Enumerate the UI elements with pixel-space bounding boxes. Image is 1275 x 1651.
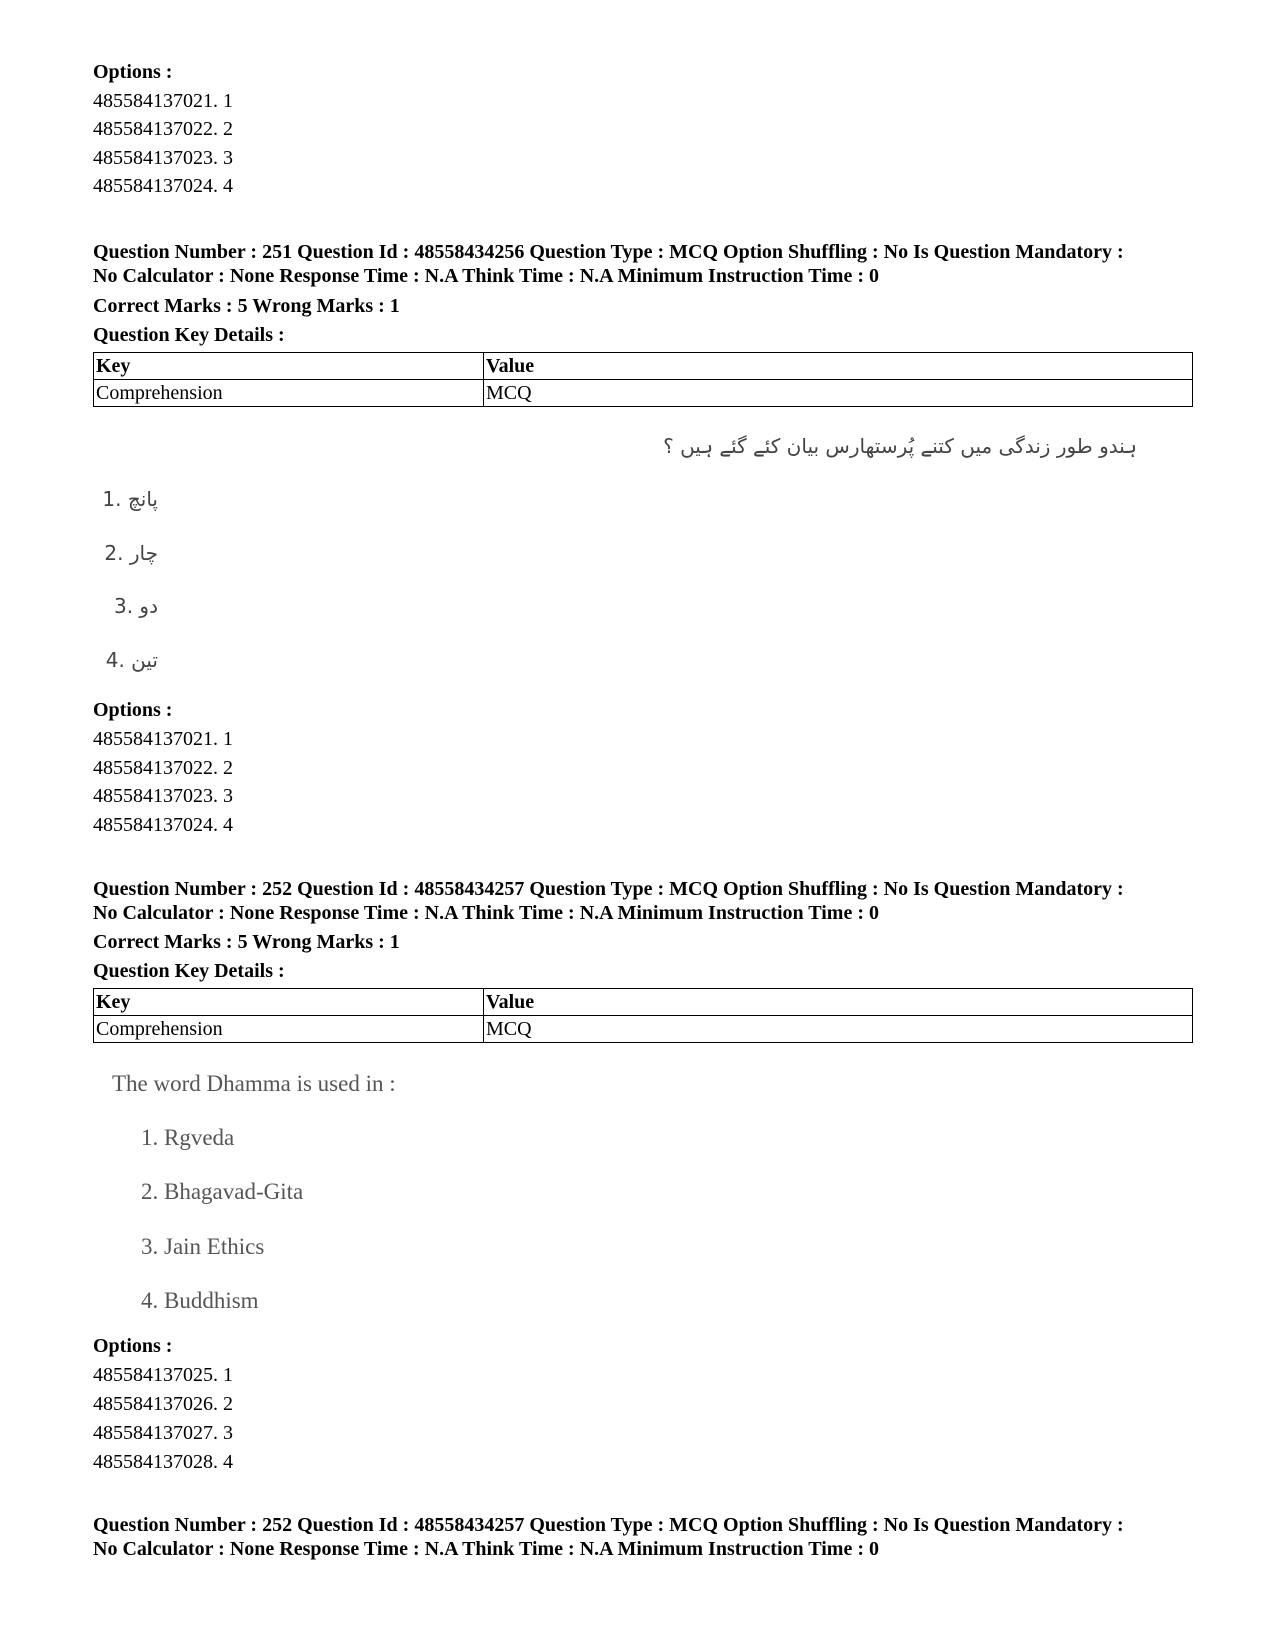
key-details-label: Question Key Details : <box>93 960 285 982</box>
choice-item: چار .2 <box>104 541 158 565</box>
table-cell-key: Comprehension <box>94 1016 484 1043</box>
choice-item: 1. Rgveda <box>141 1125 235 1150</box>
choice-item: 3. Jain Ethics <box>141 1234 265 1259</box>
table-header-key: Key <box>94 989 484 1016</box>
option-line: 485584137024. 4 <box>93 175 233 197</box>
table-header-row <box>94 353 1193 380</box>
question-header-line1: Question Number : 252 Question Id : 48558434257 Question Type : MCQ Option Shuffling : No Is Question Mandatory : <box>93 1514 1124 1536</box>
table-cell-value: MCQ <box>484 1016 1193 1043</box>
choice-item: تین .4 <box>105 648 158 672</box>
option-line: 485584137021. 1 <box>93 90 233 112</box>
key-details-label: Question Key Details : <box>93 324 285 346</box>
marks-line: Correct Marks : 5 Wrong Marks : 1 <box>93 295 400 317</box>
table-header-key: Key <box>94 353 484 380</box>
option-line: 485584137028. 4 <box>93 1451 233 1473</box>
option-line: 485584137022. 2 <box>93 118 233 140</box>
question-header-line1: Question Number : 251 Question Id : 48558434256 Question Type : MCQ Option Shuffling : No Is Question Mandatory : <box>93 241 1124 263</box>
question-text: ہندو طور زندگی میں کتنے پُرستھارس بیان کئے گئے ہیں ؟ <box>663 434 1137 458</box>
marks-line: Correct Marks : 5 Wrong Marks : 1 <box>93 931 400 953</box>
table-cell-key: Comprehension <box>94 380 484 407</box>
choice-item: 2. Bhagavad-Gita <box>141 1179 304 1204</box>
table-header-row <box>94 989 1193 1016</box>
table-row <box>94 1016 1193 1043</box>
option-line: 485584137023. 3 <box>93 785 233 807</box>
options-label: Options : <box>93 1335 173 1357</box>
question-header-line2: No Calculator : None Response Time : N.A Think Time : N.A Minimum Instruction Time : 0 <box>93 265 879 287</box>
choice-item: 4. Buddhism <box>141 1288 259 1313</box>
option-line: 485584137024. 4 <box>93 814 233 836</box>
option-line: 485584137027. 3 <box>93 1422 233 1444</box>
question-header-line2: No Calculator : None Response Time : N.A Think Time : N.A Minimum Instruction Time : 0 <box>93 1538 879 1560</box>
option-line: 485584137026. 2 <box>93 1393 233 1415</box>
choice-item: پانچ .1 <box>102 487 158 511</box>
option-line: 485584137023. 3 <box>93 147 233 169</box>
question-header-line2: No Calculator : None Response Time : N.A Think Time : N.A Minimum Instruction Time : 0 <box>93 902 879 924</box>
table-cell-value: MCQ <box>484 380 1193 407</box>
question-header-line1: Question Number : 252 Question Id : 48558434257 Question Type : MCQ Option Shuffling : No Is Question Mandatory : <box>93 878 1124 900</box>
table-row <box>94 380 1193 407</box>
question-text: The word Dhamma is used in : <box>112 1071 396 1096</box>
choice-item: دو .3 <box>113 594 158 618</box>
table-header-value: Value <box>484 989 1193 1016</box>
options-label: Options : <box>93 699 173 721</box>
option-line: 485584137022. 2 <box>93 757 233 779</box>
table-header-value: Value <box>484 353 1193 380</box>
key-details-table <box>93 352 1193 407</box>
key-details-table <box>93 988 1193 1043</box>
option-line: 485584137021. 1 <box>93 728 233 750</box>
option-line: 485584137025. 1 <box>93 1364 233 1386</box>
options-label: Options : <box>93 61 173 83</box>
